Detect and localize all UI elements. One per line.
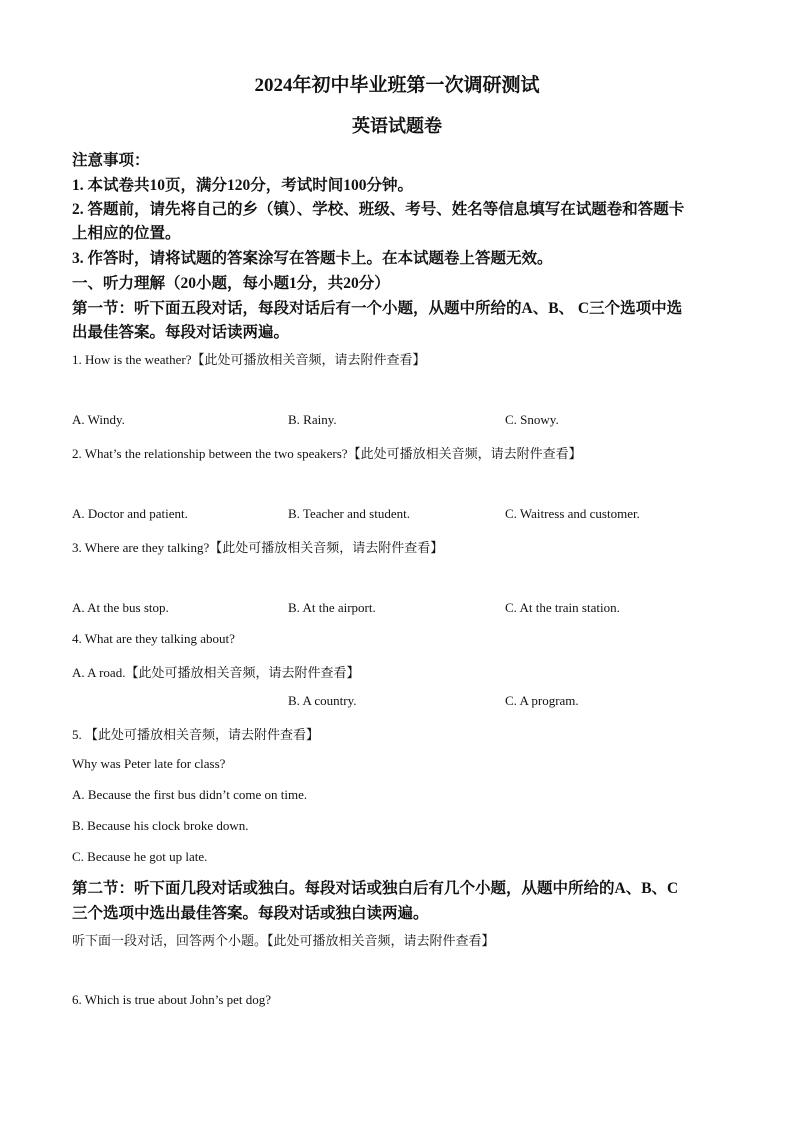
- question-4-option-a: A. A road.【此处可播放相关音频，请去附件查看】: [72, 665, 360, 680]
- section1-part2-instruction-cont: 三个选项中选出最佳答案。每段对话或独白读两遍。: [72, 905, 429, 922]
- question-5-option-a: A. Because the first bus didn’t come on time.: [72, 787, 308, 802]
- section1-part1-instruction: 第一节：听下面五段对话，每段对话后有一个小题，从题中所给的A、B、 C三个选项中选: [72, 300, 683, 317]
- question-5-option-b: B. Because his clock broke down.: [72, 818, 249, 833]
- question-4-stem: 4. What are they talking about?: [72, 631, 235, 646]
- question-1-option-b: B. Rainy.: [288, 412, 337, 427]
- question-3-option-b: B. At the airport.: [288, 600, 376, 615]
- question-4-option-b: B. A country.: [288, 693, 357, 708]
- question-1-option-a: A. Windy.: [72, 412, 125, 427]
- section1-part1-instruction-cont: 出最佳答案。每段对话读两遍。: [72, 324, 290, 341]
- question-3-option-a: A. At the bus stop.: [72, 600, 169, 615]
- question-5-option-c: C. Because he got up late.: [72, 849, 208, 864]
- question-5-stem: Why was Peter late for class?: [72, 756, 226, 771]
- page-subtitle: 英语试题卷: [352, 116, 442, 136]
- question-3-stem: 3. Where are they talking?【此处可播放相关音频，请去附件查看】: [72, 540, 444, 555]
- question-2-option-b: B. Teacher and student.: [288, 506, 410, 521]
- question-1-stem: 1. How is the weather?【此处可播放相关音频，请去附件查看】: [72, 352, 426, 367]
- question-3-option-c: C. At the train station.: [505, 600, 620, 615]
- dialogue-instruction: 听下面一段对话，回答两个小题。【此处可播放相关音频，请去附件查看】: [72, 933, 495, 948]
- note-item-3: 3. 作答时，请将试题的答案涂写在答题卡上。在本试题卷上答题无效。: [72, 250, 553, 267]
- question-4-option-c: C. A program.: [505, 693, 579, 708]
- question-2-option-a: A. Doctor and patient.: [72, 506, 188, 521]
- notes-heading: 注意事项：: [72, 152, 150, 169]
- page-title: 2024年初中毕业班第一次调研测试: [254, 75, 540, 96]
- question-5-audio: 5. 【此处可播放相关音频，请去附件查看】: [72, 727, 320, 742]
- question-2-option-c: C. Waitress and customer.: [505, 506, 640, 521]
- note-item-2-cont: 上相应的位置。: [72, 225, 181, 242]
- section1-part2-instruction: 第二节：听下面几段对话或独白。每段对话或独白后有几个小题，从题中所给的A、B、C: [72, 880, 679, 897]
- question-1-option-c: C. Snowy.: [505, 412, 559, 427]
- section1-heading: 一、听力理解（20小题，每小题1分，共20分）: [72, 275, 390, 292]
- note-item-2: 2. 答题前，请先将自己的乡（镇）、学校、班级、考号、姓名等信息填写在试题卷和答题卡: [72, 201, 685, 218]
- question-6-stem: 6. Which is true about John’s pet dog?: [72, 992, 272, 1007]
- question-2-stem: 2. What’s the relationship between the two speakers?【此处可播放相关音频，请去附件查看】: [72, 446, 582, 461]
- note-item-1: 1. 本试卷共10页，满分120分，考试时间100分钟。: [72, 177, 414, 194]
